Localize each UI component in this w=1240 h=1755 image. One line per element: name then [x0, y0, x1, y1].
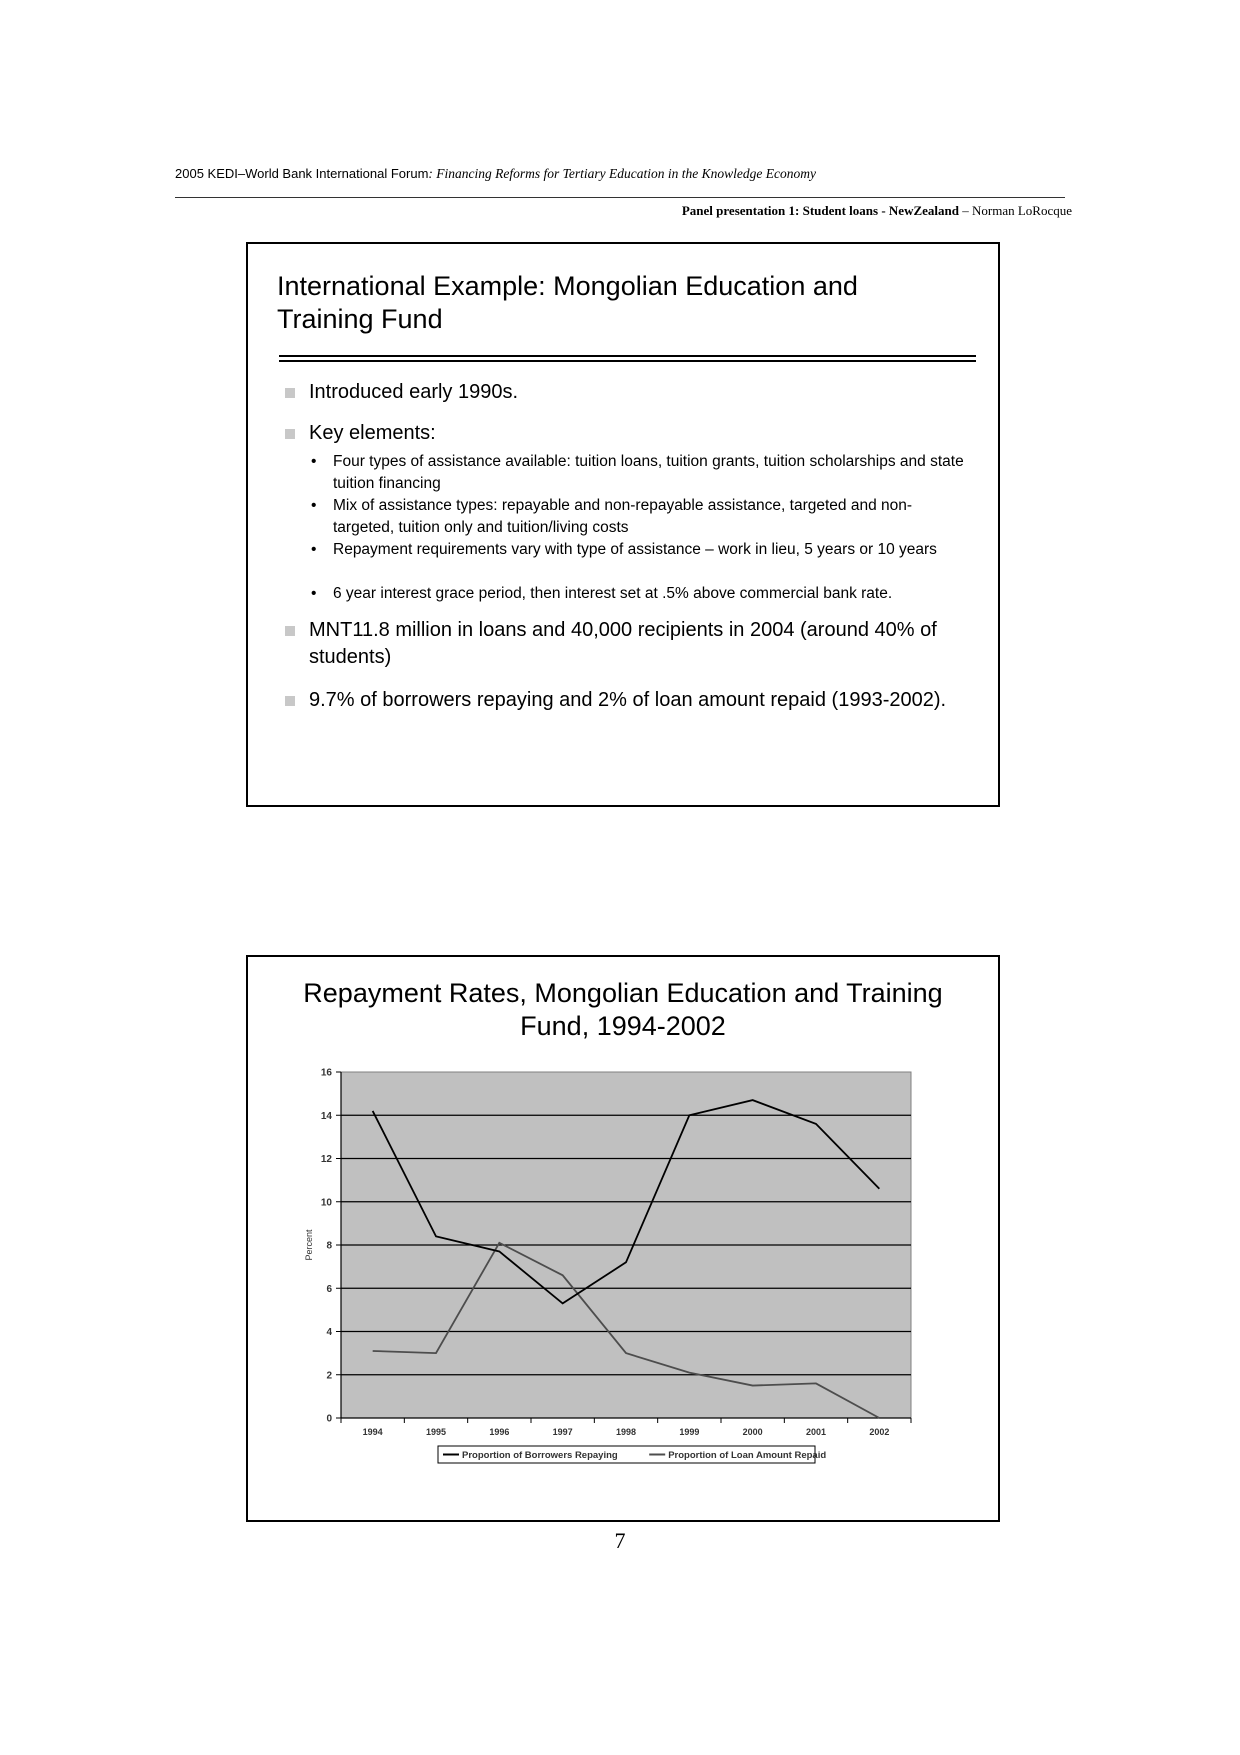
- y-tick-label: 10: [320, 1197, 332, 1209]
- dot-bullet-icon: •: [311, 585, 317, 602]
- square-bullet-icon: [285, 429, 295, 439]
- slide-title-line: International Example: Mongolian Education and: [277, 271, 858, 301]
- bullet-item: [279, 687, 979, 714]
- panel-title: Panel presentation 1: Student loans - NewZealand: [681, 203, 959, 218]
- bullet-item: [279, 617, 979, 671]
- x-tick-label: 1995: [425, 1427, 447, 1437]
- page-header-right: [682, 203, 1072, 219]
- y-tick-label: 14: [320, 1110, 332, 1122]
- y-tick-label: 8: [326, 1240, 332, 1252]
- bullet-item: [279, 420, 979, 447]
- y-tick-label: 2: [326, 1370, 332, 1382]
- sub-bullet-item: [311, 451, 973, 495]
- x-tick-label: 1994: [362, 1427, 383, 1437]
- y-axis-label: Percent: [304, 1229, 314, 1261]
- legend-label: Proportion of Borrowers Repaying: [462, 1450, 618, 1461]
- y-tick-label: 12: [320, 1154, 332, 1165]
- title-divider: [279, 355, 976, 357]
- chart-title-line: Fund, 1994-2002: [520, 1011, 726, 1041]
- page-number: 7: [614, 1528, 626, 1553]
- sub-bullet-item: [311, 583, 973, 605]
- sub-bullet-item: [311, 495, 973, 539]
- x-tick-label: 1996: [489, 1427, 510, 1437]
- y-tick-label: 0: [326, 1413, 332, 1425]
- header-divider: [175, 197, 1065, 198]
- presenter-name: – Norman LoRocque: [958, 203, 1072, 218]
- forum-name: 2005 KEDI–World Bank International Forum: [175, 166, 429, 181]
- dot-bullet-icon: •: [311, 541, 317, 558]
- x-tick-label: 2001: [805, 1427, 827, 1437]
- slide-chart: [246, 955, 1000, 1522]
- bullet-text: Key elements:: [309, 422, 436, 444]
- y-tick-label: 4: [326, 1327, 332, 1338]
- dot-bullet-icon: •: [311, 453, 317, 470]
- forum-subtitle: : Financing Reforms for Tertiary Education in the Knowledge Economy: [428, 166, 816, 181]
- page-header-left: [175, 166, 816, 182]
- sub-bullet-item: [311, 539, 973, 561]
- bullet-text: 9.7% of borrowers repaying and 2% of loan amount repaid (1993-2002).: [309, 689, 947, 711]
- bullet-item: [279, 379, 979, 406]
- sub-bullet-text: Mix of assistance types: repayable and non-repayable assistance, targeted and non-targeted, tuition only and tuition/living costs: [333, 497, 913, 536]
- bullet-text: Introduced early 1990s.: [309, 381, 519, 403]
- square-bullet-icon: [285, 388, 295, 398]
- sub-bullet-text: 6 year interest grace period, then interest set at .5% above commercial bank rate.: [333, 585, 893, 602]
- sub-bullet-text: Four types of assistance available: tuition loans, tuition grants, tuition scholarships and state tuition financing: [333, 453, 964, 492]
- y-tick-label: 16: [320, 1067, 332, 1079]
- x-tick-label: 1997: [552, 1427, 573, 1437]
- x-tick-label: 1999: [679, 1427, 700, 1437]
- slide-text: [246, 242, 1000, 807]
- sub-bullet-text: Repayment requirements vary with type of assistance – work in lieu, 5 years or 10 years: [333, 541, 937, 558]
- x-tick-label: 1998: [615, 1427, 637, 1437]
- slide-title-line: Training Fund: [277, 304, 443, 334]
- chart-title-line: Repayment Rates, Mongolian Education and Training: [303, 978, 943, 1008]
- y-tick-label: 6: [326, 1283, 332, 1295]
- x-tick-label: 2002: [869, 1427, 890, 1437]
- dot-bullet-icon: •: [311, 497, 317, 514]
- square-bullet-icon: [285, 696, 295, 706]
- title-divider: [279, 360, 976, 362]
- legend-label: Proportion of Loan Amount Repaid: [668, 1450, 827, 1461]
- x-tick-label: 2000: [742, 1427, 763, 1437]
- square-bullet-icon: [285, 626, 295, 636]
- slide-title: [277, 270, 967, 336]
- line-chart: [248, 957, 998, 1520]
- bullet-text: MNT11.8 million in loans and 40,000 recipients in 2004 (around 40% of students): [309, 619, 937, 668]
